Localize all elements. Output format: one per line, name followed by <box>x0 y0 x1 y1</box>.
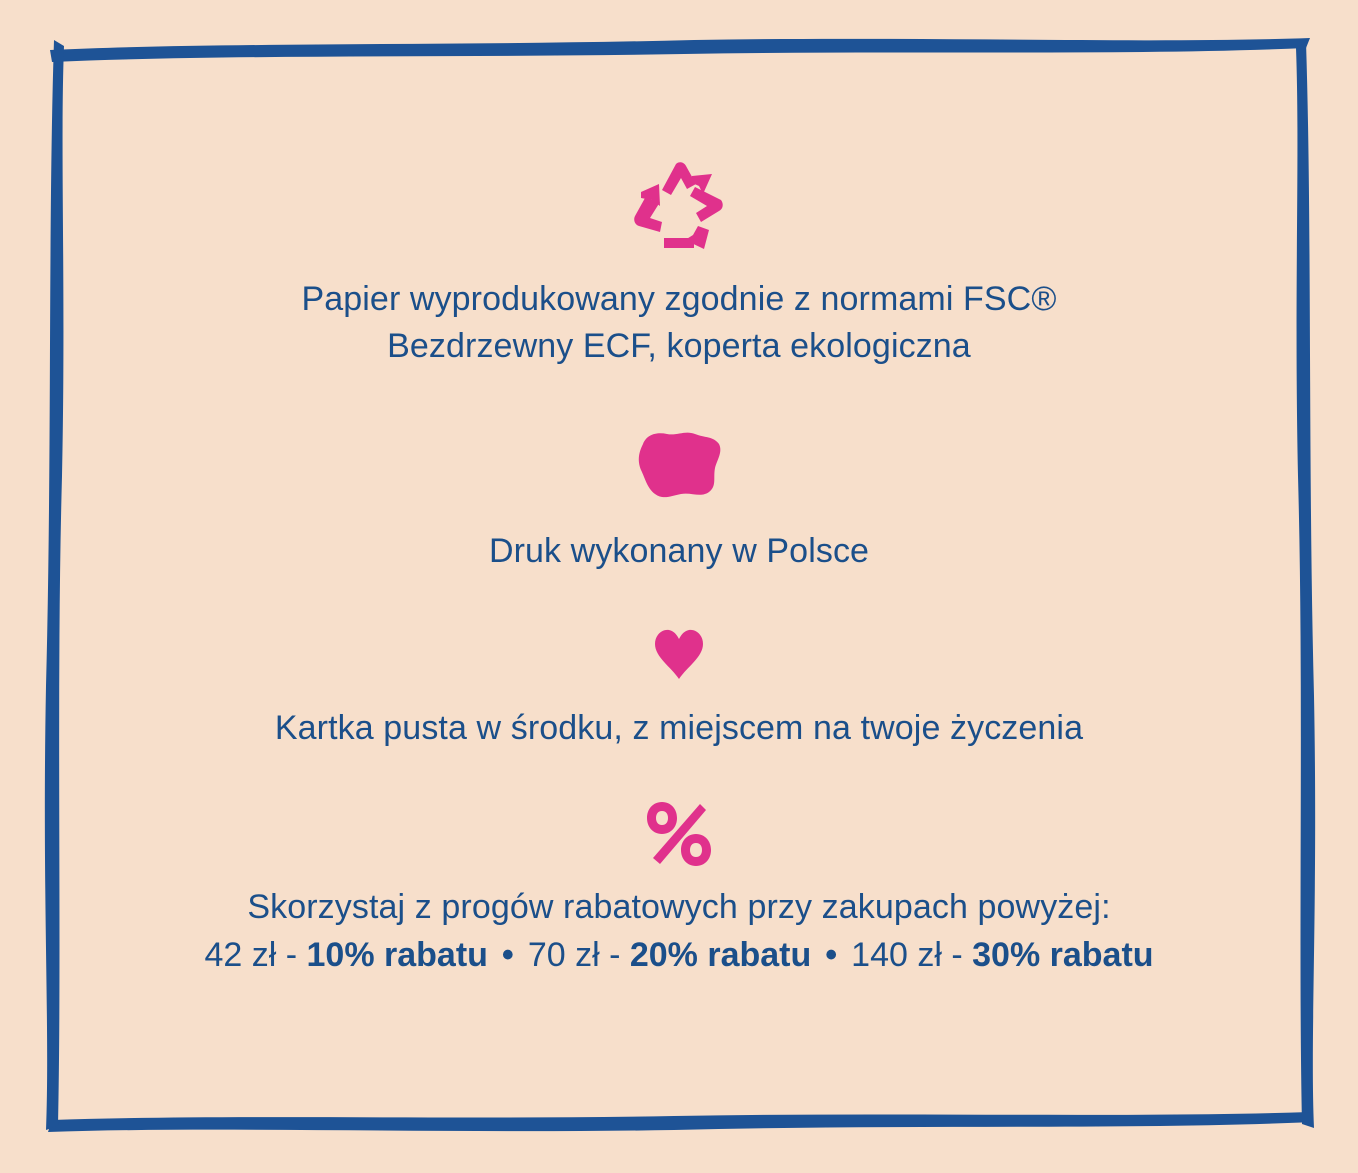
block-blank-inside <box>0 575 1358 752</box>
discount-thresholds <box>204 931 1153 979</box>
block-discounts <box>0 752 1358 979</box>
caption-blank-inside <box>275 705 1083 752</box>
caption-line: Druk wykonany w Polsce <box>488 531 870 570</box>
discount-value: 30% rabatu <box>972 935 1154 974</box>
discount-threshold: 42 zł - <box>204 935 307 974</box>
heart-icon <box>651 627 707 681</box>
caption-line: Kartka pusta w środku, z miejscem na twoje życzenia <box>274 708 1084 747</box>
discount-separator: • <box>501 935 514 974</box>
discount-threshold: 140 zł - <box>851 935 973 974</box>
recycle-icon <box>629 160 729 252</box>
caption-print-poland <box>489 528 869 575</box>
discount-separator: • <box>825 935 838 974</box>
discount-value: 20% rabatu <box>629 935 812 974</box>
block-paper-fsc <box>0 160 1358 370</box>
discount-value: 10% rabatu <box>306 935 488 974</box>
caption-line: Papier wyprodukowany zgodnie z normami FSC® <box>301 280 1057 318</box>
caption-line: Bezdrzewny ECF, koperta ekologiczna <box>387 326 971 365</box>
caption-line: Skorzystaj z progów rabatowych przy zakupach powyżej: <box>247 887 1111 926</box>
percent-icon <box>642 798 716 870</box>
discount-threshold: 70 zł - <box>527 935 630 974</box>
caption-paper-fsc <box>301 276 1056 370</box>
poland-map-icon <box>633 426 725 500</box>
block-print-poland <box>0 370 1358 575</box>
caption-discounts <box>247 884 1110 931</box>
